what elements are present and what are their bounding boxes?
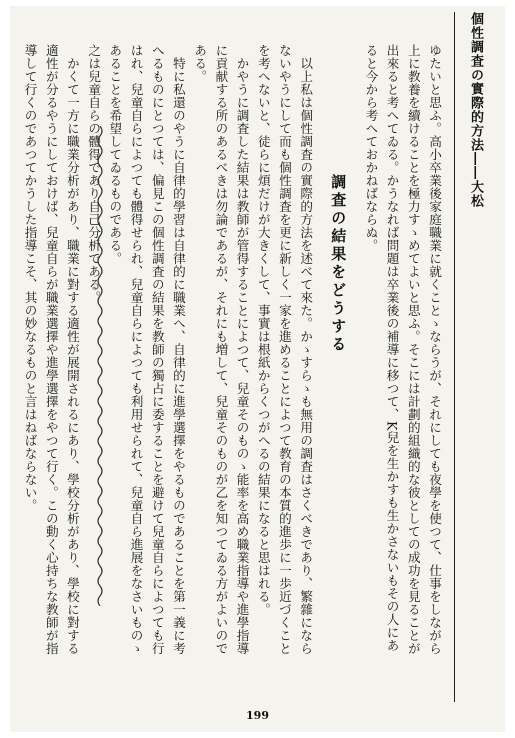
page-number: 199 — [246, 709, 269, 722]
paragraph: 之は兒童自らの體得であり自己分析である。 — [86, 44, 102, 304]
paragraph: かくて一方に職業分析があり、職業に對する適性が展開されるにあり、學校分析があり、學校に對する適性が分るやうにしておけば、兒童自らが職業選擇や進學選擇をやつて行く。この動く心持ちな教師が指導して行くのであつてかうした指導こそ、其の妙なるものと言はねばならない。 — [22, 44, 80, 655]
book-page — [10, 6, 505, 732]
running-head: 個性調査の實際的方法――大松 — [468, 12, 483, 208]
paragraph: 以上私は個性調査の實際的方法を述べて來た。かゝすらゝも無用の調査はさくべきであり、繁雜にならないやうにして而も個性調査を更に新しく一家を進めることによつて教育の本質的進歩に一歩近づくことを考へないと、徒らに煩だけが大きくして、事實は根紙からくつがへるの結果になると思はれる。 — [255, 44, 314, 655]
paragraph: かやうに調査した結果は教師が管得することによつて、兒童そのものゝ能率を高め職業指導や進學指導に貢献する所のあるべきは勿論であるが、それにも増して、兒童そのものが乙を知つてゐる方がよいのである。 — [192, 44, 250, 655]
paragraph: 特に私還のやうに自律的學習は自律的に職業へ、自律的に進學選擇をやるものであることを第一義に考へるものにとつては、偏見この個性調査の結果を教師の獨占に委することを避けて兒童自らによつても行はれ、兒童自らによつても體得せられ、兒童自らによつても利用せられて、兒童自ら進展をなさいものゝあることを希望してゐるものである。 — [107, 44, 186, 655]
body-text — [22, 44, 445, 656]
section-heading: 調査の結果をどうする — [329, 174, 348, 354]
wavy-margin-line — [94, 126, 106, 606]
paragraph: ゆたいと思ふ。高小卒業後家庭職業に就くことゝならうが、それにしても夜學を使つて、仕事をしながら上に教養を續けることを極力すゝめてよいと思ふ。そこには計劃的組織的な彼としての成功を見ることが出來ると考へてゐる。かうなれば問題は卒業後の補導に移つて、K兒を生かすも生かさないもその人にあると今から考へておかねばならぬ。 — [363, 44, 442, 655]
header-rule — [454, 12, 455, 702]
